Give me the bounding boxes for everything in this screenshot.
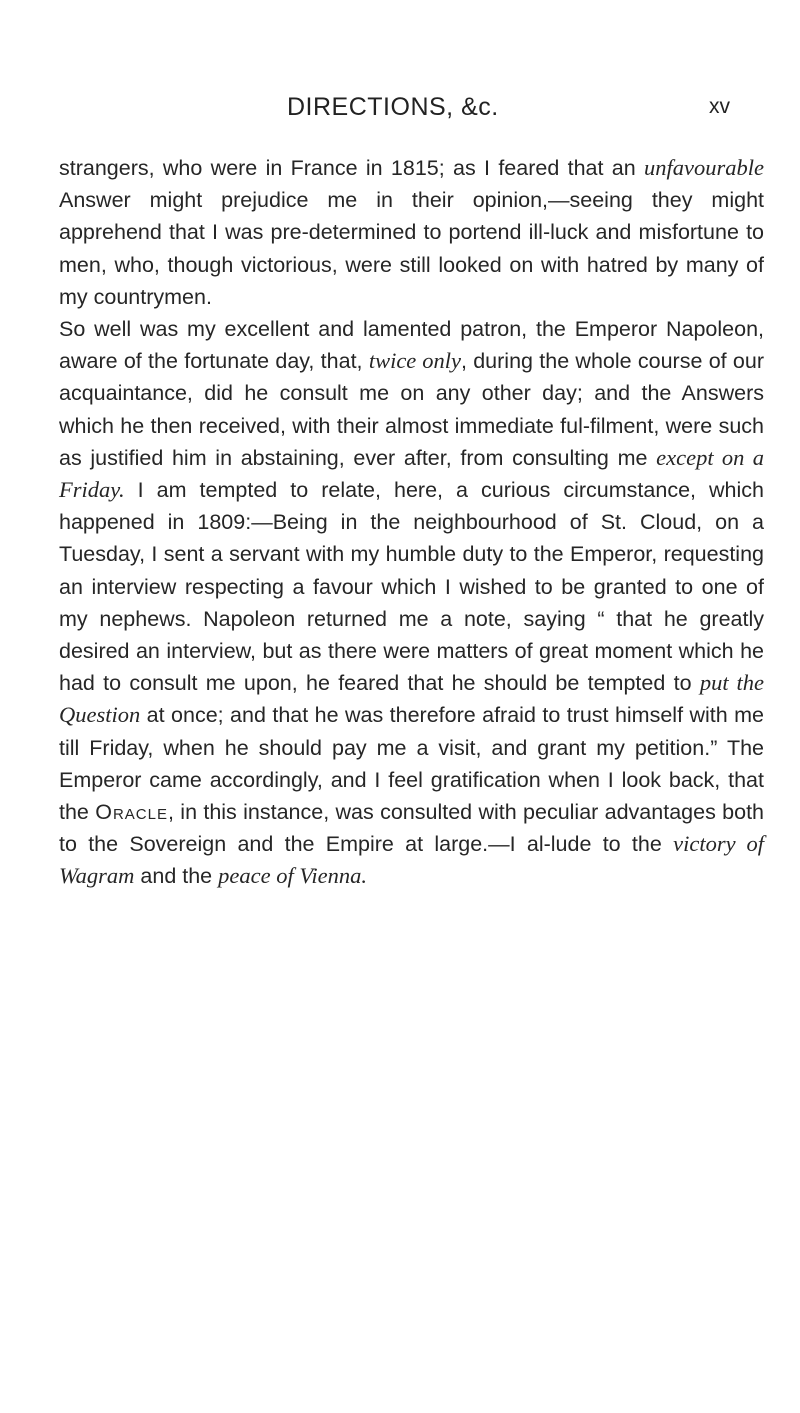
page-number: xv — [709, 95, 730, 118]
small-caps: Oracle — [95, 800, 168, 825]
text-run: strangers, who were in France in 1815; as I feared that an — [59, 156, 645, 180]
text-run: So well was my excellent and lamented patron, the Emperor Napoleon, aware of the fortunate day, that, — [59, 317, 764, 374]
emphasis: put the Question — [59, 670, 764, 728]
text-run: and the — [134, 864, 219, 889]
text-run: , in this instance, was consulted with peculiar advantages both to the Sovereign and the Empire at large.—I al-lude to the — [59, 800, 764, 857]
text-run: I am tempted to relate, here, a curious circumstance, which happened in 1809:—Being in the neighbourhood of St. Cloud, on a Tuesday, I sent a servant with my humble duty to the Emperor, requesting an interview respecting a favour which I wished to be granted to one of my nephews. Napoleon returned me a note, saying “ that he greatly desired an interview, but as there were matters of great moment which he had to consult me upon, he feared that he should be tempted to — [59, 478, 764, 696]
text-run: , during the whole course of our acquaintance, did he consult me on any other day; and the Answers which he then received, with their almost immediate ful-filment, were such as justified him in abstaining, ever after, from consulting me — [59, 349, 764, 470]
emphasis: except on a Friday. — [59, 444, 764, 503]
paragraph — [59, 152, 764, 313]
emphasis: unfavourable — [644, 155, 764, 180]
text-run: Answer might prejudice me in their opinion,—seeing they might apprehend that I was pre-determined to portend ill-luck and misfortune to men, who, though victorious, were still looked on with hatred by many of my countrymen. — [59, 188, 764, 309]
text-run: at once; and that he was therefore afraid to trust himself with me till Friday, when he should pay me a visit, and grant my petition.” The Emperor came accordingly, and I feel gratification when I look back, that the — [59, 703, 764, 825]
paragraph — [59, 313, 764, 893]
running-head: DIRECTIONS, &c. — [287, 93, 499, 121]
emphasis: victory of Wagram — [59, 831, 764, 889]
page-header — [0, 93, 800, 133]
emphasis: twice only — [368, 348, 461, 374]
emphasis: peace of Vienna. — [218, 863, 368, 889]
body-text — [59, 152, 764, 893]
